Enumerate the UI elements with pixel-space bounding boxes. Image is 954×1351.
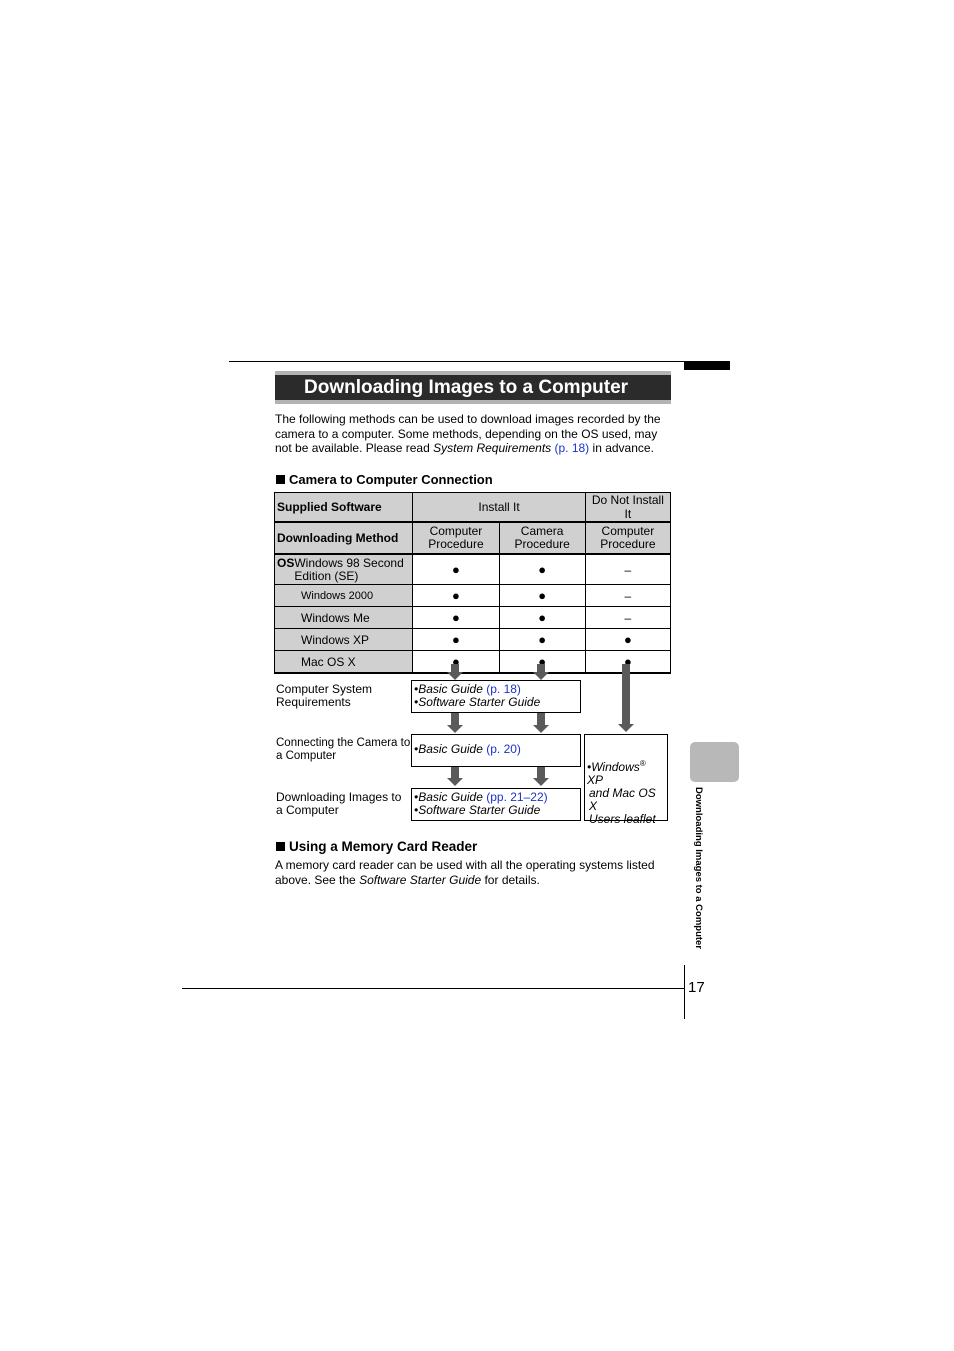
title-bar (275, 371, 671, 404)
intro-paragraph (275, 412, 671, 456)
section2-text-1: A memory card reader can be used with all the operating systems listed above. See the (275, 858, 655, 887)
table-row (275, 607, 671, 629)
cell-r2-c2 (499, 607, 585, 629)
step1-basic-guide: •Basic Guide (414, 682, 483, 696)
cell-r2-c1 (413, 607, 499, 629)
do-not-install-header: Do Not Install It (585, 493, 670, 523)
cell-r3-c1 (413, 629, 499, 651)
intro-text-2: in advance. (589, 441, 654, 455)
leaflet-line1: •Windows (587, 760, 640, 774)
dot-icon (452, 633, 460, 647)
methods-table (274, 492, 671, 674)
dot-icon (452, 563, 460, 577)
supplied-software-header: Supplied Software (275, 493, 413, 523)
os-name: Windows 98 Second Edition (SE) (294, 555, 404, 583)
section2-heading (276, 839, 477, 854)
page-number-divider (684, 965, 685, 1019)
os-name: Windows 2000 (275, 585, 413, 607)
computer-procedure2-header: Computer Procedure (585, 522, 670, 554)
cell-r3-c2 (499, 629, 585, 651)
dot-icon (538, 589, 546, 603)
registered-mark: ® (639, 759, 646, 768)
computer-procedure-header: Computer Procedure (413, 522, 499, 554)
step1-box (411, 680, 581, 713)
os-name: Windows XP (275, 629, 413, 651)
section2-paragraph (275, 858, 671, 887)
table-row (275, 554, 671, 585)
step1-software-guide: •Software Starter Guide (414, 695, 541, 709)
cell-r1-c3: – (585, 585, 670, 607)
step1-label: Computer System Requirements (276, 682, 373, 709)
section1-heading-text: Camera to Computer Connection (289, 472, 493, 487)
step3-label: Downloading Images to a Computer (276, 790, 402, 817)
downloading-method-header: Downloading Method (275, 522, 413, 554)
top-rule (229, 361, 684, 362)
step1-link[interactable]: (p. 18) (482, 682, 521, 696)
cell-r0-c3: – (585, 554, 670, 585)
step3-basic-guide: •Basic Guide (414, 790, 483, 804)
leaflet-box (584, 734, 668, 826)
section2-text-2: for details. (481, 872, 540, 887)
cell-r0-c1 (413, 554, 499, 585)
step3-software-guide: •Software Starter Guide (414, 803, 541, 817)
os-name: Mac OS X (275, 651, 413, 674)
top-black-tab (684, 361, 730, 370)
intro-text-1: The following methods can be used to download images recorded by the camera to a computer. Some methods, depending on the OS used, may not be available. Please read (275, 412, 661, 455)
table-row (275, 585, 671, 607)
side-tab-text: Downloading Images to a Computer (693, 787, 704, 950)
page-number: 17 (688, 979, 705, 996)
leaflet-line1b: XP (587, 773, 604, 787)
install-it-header: Install It (413, 493, 585, 523)
step3-box (411, 788, 581, 821)
section2-italic: Software Starter Guide (359, 872, 482, 887)
intro-link[interactable]: (p. 18) (554, 441, 590, 455)
table-row (275, 629, 671, 651)
step2-link[interactable]: (p. 20) (482, 742, 521, 756)
camera-procedure-header: Camera Procedure (499, 522, 585, 554)
step2-box (411, 734, 581, 767)
dot-icon (538, 633, 546, 647)
page-title: Downloading Images to a Computer (275, 375, 671, 400)
cell-r3-c3 (585, 629, 670, 651)
dot-icon (538, 611, 546, 625)
step2-basic-guide: •Basic Guide (414, 742, 483, 756)
dot-icon (452, 611, 460, 625)
dot-icon (538, 563, 546, 577)
square-bullet-icon (276, 475, 285, 484)
cell-r1-c2 (499, 585, 585, 607)
step2-label: Connecting the Camera to a Computer (276, 737, 411, 762)
step3-link[interactable]: (pp. 21–22) (482, 790, 548, 804)
leaflet-line3: Users leaflet (589, 812, 656, 826)
section2-heading-text: Using a Memory Card Reader (289, 839, 478, 854)
dot-icon (452, 589, 460, 603)
bottom-rule (182, 988, 685, 989)
square-bullet-icon (276, 842, 285, 851)
section1-heading (276, 472, 493, 487)
leaflet-line2: and Mac OS X (589, 786, 656, 813)
cell-r2-c3: – (585, 607, 670, 629)
intro-italic: System Requirements (433, 441, 552, 455)
dot-icon (624, 633, 632, 647)
cell-r1-c1 (413, 585, 499, 607)
side-tab (690, 742, 739, 782)
cell-r0-c2 (499, 554, 585, 585)
os-label: OS (277, 555, 295, 570)
os-name: Windows Me (275, 607, 413, 629)
table-row (275, 651, 671, 674)
